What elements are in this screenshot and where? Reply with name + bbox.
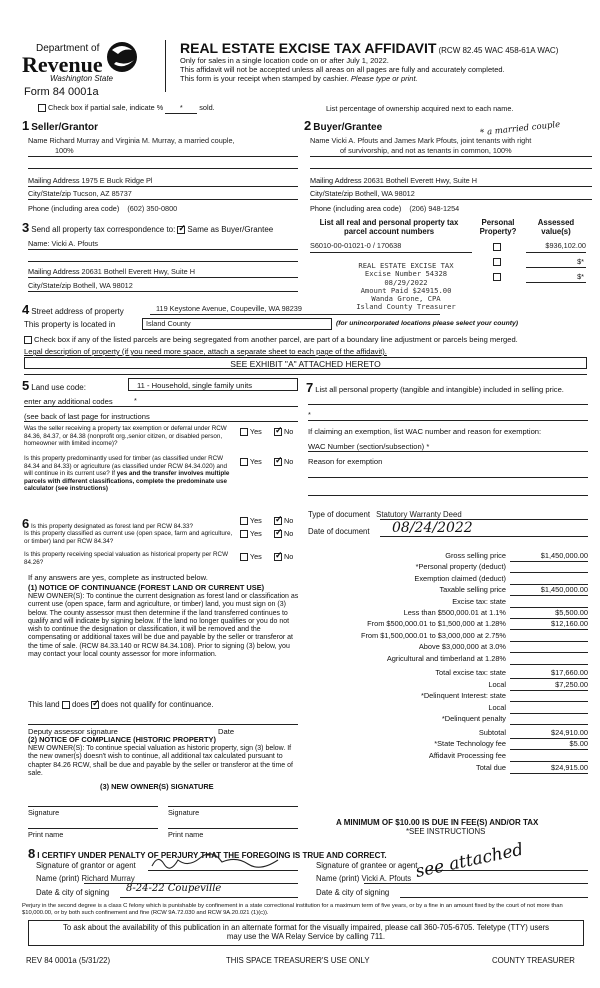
buyer-city-row: City/State/zip Bothell, WA 98012 [310,189,415,198]
owner-print-label-1: Print name [28,830,64,839]
tax-row [300,632,588,643]
header-divider [165,40,166,92]
seller-heading: 1 Seller/Grantor [22,118,98,133]
corr-city-row: City/State/zip Bothell, WA 98012 [28,281,133,290]
q-timber-yes-box[interactable] [240,458,248,466]
q-forest-no-box[interactable] [274,517,282,525]
grantee-name-row: Name (print) Vicki A. Pfouts [316,874,412,883]
additional-codes-line [24,406,298,407]
tax-row-label: Excise tax: state [452,596,506,606]
q-timber-no: ✓ No [274,458,293,467]
q-exemption-no-box[interactable] [274,428,282,436]
see-attached-note: see attached [413,839,526,883]
corr-name-row: Name: Vicki A. Pfouts [28,239,99,248]
reason-line-2 [308,495,588,496]
tax-row [300,620,588,631]
tax-row-label: Local [488,679,506,689]
seller-phone-row: Phone (including area code) (602) 350-0800 [28,204,178,213]
treasurer-use: THIS SPACE TREASURER'S USE ONLY [226,956,370,965]
tax-row [300,715,588,726]
tax-row [300,669,588,680]
corr-mail-line [28,277,298,278]
corr-mail[interactable]: 20631 Bothell Everett Hwy, Suite H [81,267,195,276]
revenue-wordmark: Revenue [22,52,103,77]
tax-row-label: Taxable selling price [439,585,506,595]
tax-row [300,643,588,654]
q-timber: Is this property predominantly used for timber (as classified under RCW 84.34 and 84.33) or agriculture (as classified under RCW 84.34.020) and will continue in its current use? If yes and the transfer involves multiple parcels with different classifications, complete the predominate use calculator (see instructions) [24,455,230,493]
tax-row-value[interactable] [510,752,588,762]
q-forest: 6 Is this property designated as forest land per RCW 84.33? [22,516,194,531]
new-owner-sig-head: (3) NEW OWNER(S) SIGNATURE [100,782,214,791]
q-historic-no: ✓ No [274,553,293,562]
notice-continuance-body: NEW OWNER(S): To continue the current designation as forest land or classification as current use (open space, farm and agriculture, or timber) land, you must sign on (3) below. The county assessor must then determine if the land transferred continues to qualify and will indicate by signing below. If the land no longer qualifies or you do not wish to continue the designation or classification, it will be removed and the compensating or additional taxes will be due and payable by the seller or transferor at the time of sale. (RCW 84.33.140 or RCW 84.34.108). Prior to signing (3) below, you may contact your local county assessor for more information. [28,593,299,658]
rev-number: REV 84 0001a (5/31/22) [26,956,111,965]
buyer-mail-row: Mailing Address 20631 Bothell Everett Hwy, Suite H [310,176,477,185]
assessed-line-2 [526,267,586,268]
buyer-city-line [310,199,592,200]
doc-type[interactable]: Statutory Warranty Deed [376,510,462,519]
partial-sale-checkbox[interactable] [38,104,46,112]
buyer-phone-row: Phone (including area code) (206) 948-1254 [310,204,460,213]
unincorp-note: (for unincorporated locations please select your county) [336,320,519,327]
buyer-handwritten-note: * a married couple [479,119,561,139]
q-exemption-yes: Yes [240,428,262,437]
grantor-name-row: Name (print) Richard Murray [36,874,135,883]
buyer-mail[interactable]: 20631 Bothell Everett Hwy, Suite H [363,176,477,185]
q-exemption-yes-box[interactable] [240,428,248,436]
corr-city-line [28,291,298,292]
q-current-use-no-box[interactable] [274,530,282,538]
ownership-note: List percentage of ownership acquired next to each name. [326,104,514,113]
q-forest-yes: Yes [240,517,262,526]
land-use-row: 5 Land use code: [22,378,86,393]
seller-mail-line [28,186,298,187]
tax-row-value[interactable]: $12,160.00 [510,620,588,630]
tax-row-value[interactable] [510,655,588,665]
owner-sig-line-1 [28,806,158,807]
notice-compliance-body: NEW OWNER(S): To continue special valuation as historic property, sign (3) below. If the new owner(s) doesn't wish to continue, all additional tax calculated pursuant to chapter 84.26 RCW, shall be due and payable by the seller or transferor at the time of sale. [28,745,293,777]
tax-row-value[interactable]: $5,500.00 [510,609,588,619]
grantor-date-city[interactable]: 8-24-22 Coupeville [126,883,222,894]
pp-line-2 [308,420,588,421]
tax-row-value[interactable]: $1,450,000.00 [510,552,588,562]
q-timber-yes: Yes [240,458,262,467]
seller-blank-line [28,168,298,169]
doc-date-line [380,536,588,537]
partial-sale-row: Check box if partial sale, indicate % * sold. [38,104,215,114]
owner-sig-line-2 [168,806,298,807]
tax-row-label: Exemption claimed (deduct) [414,573,506,583]
tax-row-value[interactable] [510,632,588,642]
corr-blank-line [28,261,298,262]
doc-date-label: Date of document [308,527,370,536]
assessed-header: Assessed value(s) [537,218,575,237]
q-historic-yes: Yes [240,553,262,562]
owner-print-label-2: Print name [168,830,204,839]
seller-city[interactable]: Tucson, AZ 85737 [72,189,132,198]
tax-row-value[interactable] [510,715,588,725]
parcel-header: List all real and personal property tax parcel account numbers [319,218,459,237]
deputy-label: Deputy assessor signature [28,727,118,736]
subtitle-1: Only for sales in a single location code on or after July 1, 2022. [180,56,389,65]
tax-row-label: Subtotal [478,727,506,737]
county-select[interactable]: Island County [142,318,332,330]
tax-row-label: From $1,500,000.01 to $3,000,000 at 2.75% [360,630,506,640]
state-line: Washington State [50,74,114,83]
wac-row: WAC Number (section/subsection) * [308,442,430,451]
parcel-number[interactable]: S6010-00-01021-0 / 170638 [310,241,402,250]
corr-city[interactable]: Bothell, WA 98012 [73,281,133,290]
tax-row [300,609,588,620]
grantor-sig-line [148,870,298,871]
grantor-sig-label: Signature of grantor or agent [36,861,136,870]
tax-row [300,740,588,751]
seller-mail-row: Mailing Address 1975 E Buck Ridge Pl [28,176,153,185]
reason-line-1 [308,477,588,478]
tax-row-value[interactable]: $5.00 [510,740,588,750]
personal-property-label: 7 List all personal property (tangible and intangible) included in selling price. [306,380,564,395]
legal-description[interactable]: SEE EXHIBIT "A" ATTACHED HERETO [24,357,587,369]
owner-print-line-1 [28,828,158,829]
exempt-label: If claiming an exemption, list WAC number and reason for exemption: [308,427,542,436]
pp-star[interactable]: * [308,410,311,419]
tax-row [300,764,588,775]
perjury-note: Perjury in the second degree is a class C felony which is punishable by confinement in a state correctional institution for a maximum term of five years, or by a fine in an amount fixed by the court of not more than $10,000.00, or by both such confinement and fine (RCW 9A.72.030 and RCW 9A.20.021 (1)(c)). [22,903,563,916]
deputy-line [28,724,298,725]
grantee-sig-label: Signature of grantee or agent [316,861,418,870]
partial-sale-pct[interactable]: * [165,104,197,114]
personal-checkbox-1[interactable] [493,243,501,252]
if-yes-note: If any answers are yes, complete as instructed below. [28,573,208,582]
tax-row [300,729,588,740]
assessed-star-2: $* [577,257,584,266]
additional-codes-value[interactable]: * [134,396,137,405]
legal-line-2 [24,374,587,375]
located-label: This property is located in [24,320,116,329]
q-historic: Is this property receiving special valuation as historical property per RCW 84.26? [24,551,229,566]
q-current-use-yes-box[interactable] [240,530,248,538]
buyer-mail-line [310,186,592,187]
county-treasurer: COUNTY TREASURER [492,956,575,965]
tax-row-value[interactable]: $24,910.00 [510,729,588,739]
tax-row-value[interactable] [510,692,588,702]
dept-line: Department of [36,43,100,54]
tax-row-value[interactable]: $17,660.00 [510,669,588,679]
tax-row-label: *Personal property (deduct) [415,562,506,572]
street-address[interactable]: 119 Keystone Avenue, Coupeville, WA 98239 [156,304,302,313]
subtitle-2: This affidavit will not be accepted unless all areas on all pages are fully and accurately completed. [180,65,505,74]
grantee-name[interactable]: Vicki A. Pfouts [361,874,412,883]
tax-row-label: From $500,000.01 to $1,500,000 at 1.28% [367,619,506,629]
seller-city-row: City/State/zip Tucson, AZ 85737 [28,189,132,198]
segregated-row: Check box if any of the listed parcels are being segregated from another parcel, are part of a boundary line adjustment or parcels being merged. [24,335,518,345]
wac-value[interactable]: * [426,442,430,451]
q-historic-yes-box[interactable] [240,553,248,561]
tax-row [300,704,588,715]
segregated-checkbox[interactable] [24,336,32,344]
personal-header: Personal Property? [479,218,517,237]
tax-row [300,752,588,763]
q-exemption: Was the seller receiving a property tax exemption or deferral under RCW 84.36, 84.37, or 84.38 (nonprofit org.,senior citizen, or disabled person, homeowner with limited income)? [24,425,227,448]
q-current-use: Is this property classified as current use (open space, farm and agriculture, or timber) land per RCW 84.34? [24,530,233,545]
parcel-line-1 [310,252,472,253]
see-instructions: *SEE INSTRUCTIONS [406,827,486,836]
tax-row-label: *Delinquent Interest: state [420,691,506,701]
tax-row-label: Total excise tax: state [435,668,506,678]
tax-row-value[interactable] [510,598,588,608]
seller-name[interactable]: Richard Murray and Virginia M. Murray, a married couple, [49,136,235,145]
buyer-name-line [310,156,592,157]
grantor-date-line [120,897,298,898]
grantor-date-label: Date & city of signing [36,888,110,897]
grantee-date-line [400,897,588,898]
certify-statement: 8 I CERTIFY UNDER PENALTY OF PERJURY THAT THE FOREGOING IS TRUE AND CORRECT. [28,846,387,861]
form-title: REAL ESTATE EXCISE TAX AFFIDAVIT (RCW 82.45 WAC 458-61A WAC) [180,40,559,56]
subtitle-3: This form is your receipt when stamped by cashier. Please type or print. [180,74,418,83]
buyer-name[interactable]: Vicki A. Pfouts and James Mark Pfouts, joint tenants with right [331,136,532,145]
treasurer-stamp: REAL ESTATE EXCISE TAX Excise Number 54328 08/29/2022 Amount Paid $24915.00 Wanda Grone, CPA Island County Treasurer [356,261,456,312]
tax-row [300,563,588,574]
doc-type-row: Type of document Statutory Warranty Deed [308,510,462,519]
buyer-blank-line [310,168,592,169]
assessed-line-1 [526,252,586,253]
legal-label: Legal description of property (if you need more space, attach a separate sheet to each page of the affidavit). [24,347,387,356]
assessed-line-3 [526,282,586,283]
corr-name[interactable]: Vicki A. Pfouts [51,239,99,248]
land-use-select[interactable]: 11 - Household, single family units [128,378,298,391]
tax-row [300,586,588,597]
doc-date[interactable]: 08/24/2022 [392,520,473,536]
form-id: Form 84 0001a [24,86,99,98]
notice-continuance-head: (1) NOTICE OF CONTINUANCE (FOREST LAND OR CURRENT USE) [28,583,265,592]
grantee-date-label: Date & city of signing [316,888,390,897]
assessed-star-3: $* [577,272,584,281]
deputy-date-label: Date [218,727,235,736]
corr-mail-row: Mailing Address 20631 Bothell Everett Hwy, Suite H [28,267,195,276]
seller-name-line [28,156,298,157]
q-forest-yes-box[interactable] [240,517,248,525]
tax-row-value[interactable]: $7,250.00 [510,681,588,691]
tax-row [300,655,588,666]
buyer-name-row: Name Vicki A. Pfouts and James Mark Pfouts, joint tenants with right [310,136,532,145]
see-back-line [24,421,298,422]
continuance-row: This land does ✓ does not qualify for continuance. [28,700,214,709]
assessed-value-1[interactable]: $936,102.00 [545,241,586,250]
seller-phone[interactable]: (602) 350-0800 [127,204,178,213]
tax-row-label: Local [488,702,506,712]
tax-row-label: Total due [476,763,506,773]
tax-row-value[interactable] [510,704,588,714]
tax-row-label: Agricultural and timberland at 1.28% [386,653,506,663]
tax-row [300,575,588,586]
street-row: 4 Street address of property [22,302,124,317]
tax-row [300,681,588,692]
alt-format-box: To ask about the availability of this publication in an alternate format for the visually impaired, please call 360-705-6705. Teletype (TTY) users may use the WA Relay Service by calling 711. [28,920,584,946]
buyer-name-2[interactable]: of survivorship, and not as tenants in common, 100% [340,146,512,155]
tax-row-label: Affidavit Processing fee [428,750,506,760]
same-as-buyer-checkbox[interactable] [177,226,185,234]
q-current-use-yes: Yes [240,530,262,539]
personal-checkbox-2[interactable] [493,258,501,267]
owner-print-line-2 [168,828,298,829]
tax-row [300,598,588,609]
tax-row-value[interactable] [510,563,588,573]
tax-row-label: Gross selling price [445,551,506,560]
street-line [150,314,440,315]
q-current-use-no: ✓ No [274,530,293,539]
personal-checkbox-3[interactable] [493,273,501,282]
revenue-logo-icon [104,40,140,74]
tax-row [300,692,588,703]
tax-row-label: *State Technology fee [434,739,506,749]
minimum-note: A MINIMUM OF $10.00 IS DUE IN FEE(S) AND/OR TAX [336,818,539,827]
seller-name-row: Name Richard Murray and Virginia M. Murray, a married couple, [28,136,235,145]
grantor-signature[interactable] [148,852,298,870]
reason-label: Reason for exemption [308,457,383,466]
buyer-heading: 2 Buyer/Grantee [304,118,383,133]
tax-row [300,552,588,563]
tax-row-label: Less than $500,000.01 at 1.1% [403,608,506,617]
tax-row-value[interactable]: $24,915.00 [510,764,588,774]
additional-codes-label: enter any additional codes [24,397,113,406]
correspondence-row: 3 Send all property tax correspondence to: ✓ Same as Buyer/Grantee [22,220,273,236]
q-historic-no-box[interactable] [274,553,282,561]
grantee-name-line [364,883,588,884]
q-exemption-no: ✓ No [274,428,293,437]
tax-row-label: Above $3,000,000 at 3.0% [418,642,506,652]
seller-name-2[interactable]: 100% [55,146,74,155]
does-checkbox[interactable] [62,701,70,709]
buyer-phone[interactable]: (206) 948-1254 [409,204,460,213]
owner-sig-label-2: Signature [168,808,200,817]
does-not-checkbox[interactable] [91,701,99,709]
pp-line-1 [308,404,588,405]
notice-compliance-head: (2) NOTICE OF COMPLIANCE (HISTORIC PROPERTY) [28,735,216,744]
buyer-city[interactable]: Bothell, WA 98012 [355,189,415,198]
q-timber-no-box[interactable] [274,458,282,466]
tax-row-value[interactable] [510,643,588,653]
seller-mail[interactable]: 1975 E Buck Ridge Pl [81,176,153,185]
q-forest-no: ✓ No [274,517,293,526]
corr-name-line [28,249,298,250]
owner-sig-label-1: Signature [28,808,60,817]
see-back-label: (see back of last page for instructions [24,412,150,421]
tax-row-label: *Delinquent penalty [441,714,506,724]
grantor-name[interactable]: Richard Murray [81,874,135,883]
seller-city-line [28,199,298,200]
tax-row-value[interactable]: $1,450,000.00 [510,586,588,596]
wac-line [308,451,588,452]
tax-row-value[interactable] [510,575,588,585]
